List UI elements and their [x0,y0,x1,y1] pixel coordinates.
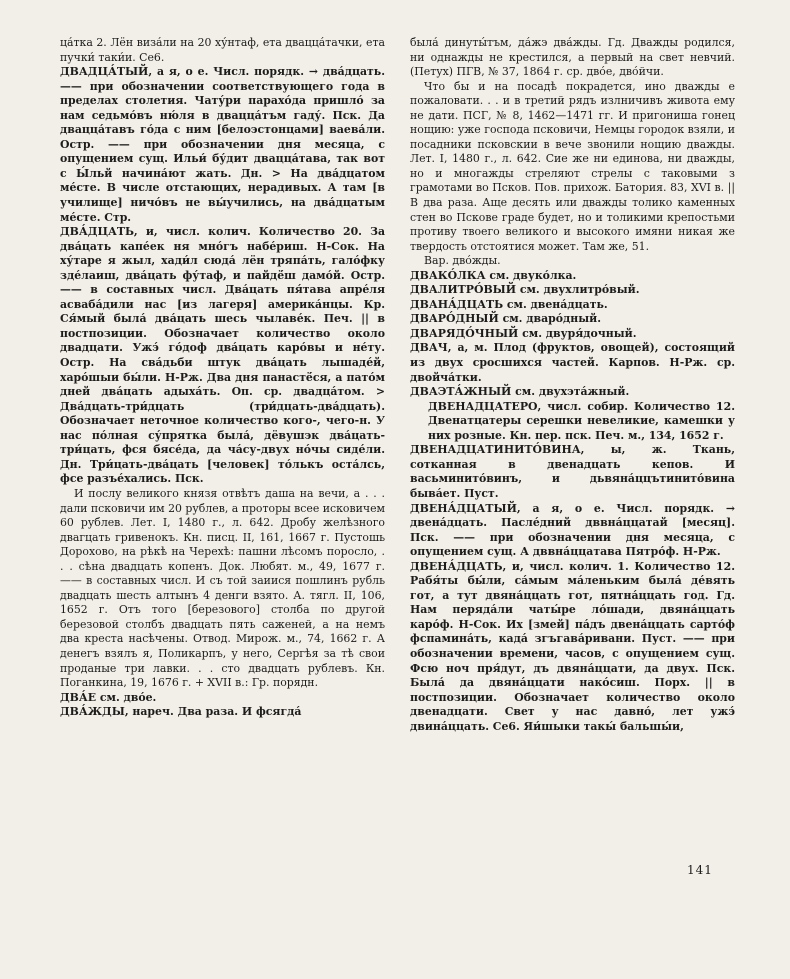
dictionary-entry: ДВА́ДЦАТЬ, и, числ. колич. Количество 20. За два́цать капе́ек ня мно́гъ набе́риш. Н-Сок. На ху́таре я жыл, хади́л сюда́ лён тряпа́ть, гало́фку зде́лаиш, два́цать фу́таф, и пайдё́ш дамо́й. Остр. —— в составных числ. Два́цать пя́тава апре́ля асваба́дили нас [из лагеря] америка́нцы. Кр. Ся́мый была́ два́цать шесь чылаве́к. Печ. || в постпозиции. Обозначает количество около двадцати. Ужэ́ го́доф два́цать каро́вы и не́ту. Остр. На сва́дьби штук два́цать лышаде́й, харо́шыи бы́ли. Н-Рж. Два дня панастё́ся, а пато́м дней два́цать адыха́ть. Оп. ср. двадца́том. > Два́дцать-три́дцать (три́дцать-два́дцать). Обозначает неточное количество кого-, чего-н. У нас по́лная су́пряткa была́, дёвушэк два́цать-три́цать, фся бясе́да, да ча́су-двух но́чы сиде́ли. Дн. Три́цать-два́цать [человек] то́лькъ оста́лсь, фсе разъе́хались. Пск. [60,225,385,486]
dictionary-entry: ца́тка 2. Лён виза́ли на 20 ху́нтаф, ета двацца́тачки, ета пучки́ таки́и. Се6. [60,36,385,64]
dictionary-entry: ДВАДЦА́ТЫЙ, а я, о е. Числ. порядк. → два́дцать. —— при обозначении соответствующего года в пределах столетия. Чату́ри парахо́да пришло́ за нам седьмо́въ ню́ля в двацца́тъм гаду́. Пск. Да двацца́тавъ го́да с ним [белоэстонцами] ваева́ли. Остр. —— при обозначении дня месяца, с опущением сущ. Ильи́ бу́дит двацца́тава, так вот с Ы́льй начина́ют жать. Дн. > На два́дцатом ме́сте. В числе отстающих, нерадивых. А там [в училище] ничо́въ не вы́учились, на два́дцатым ме́сте. Стр. [60,65,385,224]
right-column [410,36,735,904]
dictionary-entry: ДВА́ЖДЫ, нареч. Два раза. И фсягда́ [60,705,302,719]
dictionary-entry: ДВЕНА́ДЦАТЫЙ, а я, о е. Числ. порядк. → двена́дцать. Пасле́дний дввна́ццатай [месяц]. Пск. —— при обозначении дня месяца, с опущением сущ. А дввна́ццатава Пятро́ф. Н-Рж. [410,501,735,559]
dictionary-entry: Вар. дво́жды. [424,254,501,268]
dictionary-entry: ДВАЛИТРО́ВЫЙ см. двухлитро́вый. [410,283,640,297]
dictionary-entry: И послу великого князя отвѣтъ даша на вечи, а . . . дали псковичи им 20 рублев, а проторы всее исковичем 60 рублев. Лет. I, 1480 г., л. 642. Дробу желѣзного двагцать гривенокъ. Кн. писц. II, 161, 1667 г. Пустошь Дорохово, на рѣкѣ на Черехѣ: пашни лѣсомъ поросло, . . . сѣна двадцать копенъ. Док. Любят. м., 49, 1677 г. —— в составных числ. И съ той заиися пошлинъ рубль двадцать шесть алтынъ 4 денги взято. А. тягл. II, 106, 1652 г. Отъ того [березового] столба по другой березовой столбъ двадцать пять саженей, а на немъ два креста насѣчены. Отвод. Мирож. м., 74, 1662 г. А денегъ взялъ я, Поликарпъ, у него, Сергѣя за тѣ свои проданые три лавки. . . сто двадцать рублевъ. Кн. Поганкина, 19, 1676 г. + XVII в.: Гр. порядн. [60,486,385,690]
dictionary-entry: ДВАЭТА́ЖНЫЙ см. двухэта́жный. [410,385,630,399]
left-column [60,36,385,904]
dictionary-entry: ДВАКО́ЛКА см. двуко́лка. [410,268,577,282]
dictionary-entry: ДВА́Е см. дво́е. [60,690,157,704]
dictionary-entry: ДВЕНА́ДЦАТЬ, и, числ. колич. 1. Количество 12. Рабя́ты бы́ли, са́мым ма́леньким была́ де́вять гот, а тут двяна́ццать гот, пятна́ццать год. Гд. Нам перяда́ли чаты́ре ло́шади, двяна́ццать каро́ф. Н-Сок. Их [змей] па́дъ двена́ццать сарто́ф фспамина́ть, када́ згъгава́ривани. Пуст. —— при обозначении времени, часов, с опущением сущ. Фсю ноч пря́дут, дъ двяна́ццати, да двух. Пск. Была́ да двяна́ццати нако́сиш. Порх. || в постпозиции. Обозначает количество около двенадцати. Свет у нас давно́, лет ужэ́ двина́ццать. Се6. Яи́шыки такы́ бальшы́и, [410,559,735,733]
dictionary-entry: ДВАРЯДО́ЧНЫЙ см. двуря́дочный. [410,326,637,340]
dictionary-entry: ДВЕНАДЦАТЕРО, числ. собир. Количество 12. Двенатцатеры серешки невеликие, камешки у них розные. Кн. пер. пск. Печ. м., 134, 1652 г. [428,399,735,442]
dictionary-entry: ДВЕНАДЦАТИНИТО́ВИНА, ы, ж. Ткань, сотканная в двенадцать кепов. И васьминито́винъ, и дьвяна́ццътинито́вина быва́ет. Пуст. [410,443,735,500]
page-number: 141 [687,863,713,877]
dictionary-entry: ДВАРО́ДНЫЙ см. дваро́дный. [410,312,602,326]
dictionary-entry: ДВАНА́ДЦАТЬ см. двена́дцать. [410,297,608,311]
dictionary-entry: ДВАЧ, а, м. Плод (фруктов, овощей), состоящий из двух сросшихся частей. Карпов. Н-Рж. ср. двойча́тки. [410,341,735,384]
dictionary-entry: Что бы и на посадѣ покрадется, ино дважды е пожаловати. . . и в третий рядъ излничивъ живота ему не дати. ПСГ, № 8, 1462—1471 гг. И пригониша гонец нощию: уже господа псковичи, Немцы городок взяли, и посадники псковскии в вече звонили нощию дважды. Лет. I, 1480 г., л. 642. Сие же ни единова, ни дважды, но и многажды стреляют стрелы с таковыми з грамотами во Псков. Пов. прихож. Батория. 83, XVI в. || В два раза. Аще десять или дважды толико каменных стен во Пскове граде будет, но и толикими крепостьми противу твоего великого и высокого имяни никая же твердость отстоятися может. Там же, 51. [410,79,735,253]
dictionary-entry: была́ динуты́тъм, да́жэ два́жды. Гд. Дважды родился, ни однажды не крестился, а первый на свет невчий. (Петух) ПГВ, № 37, 1864 г. ср. дво́е, дво́йчи. [410,36,735,79]
